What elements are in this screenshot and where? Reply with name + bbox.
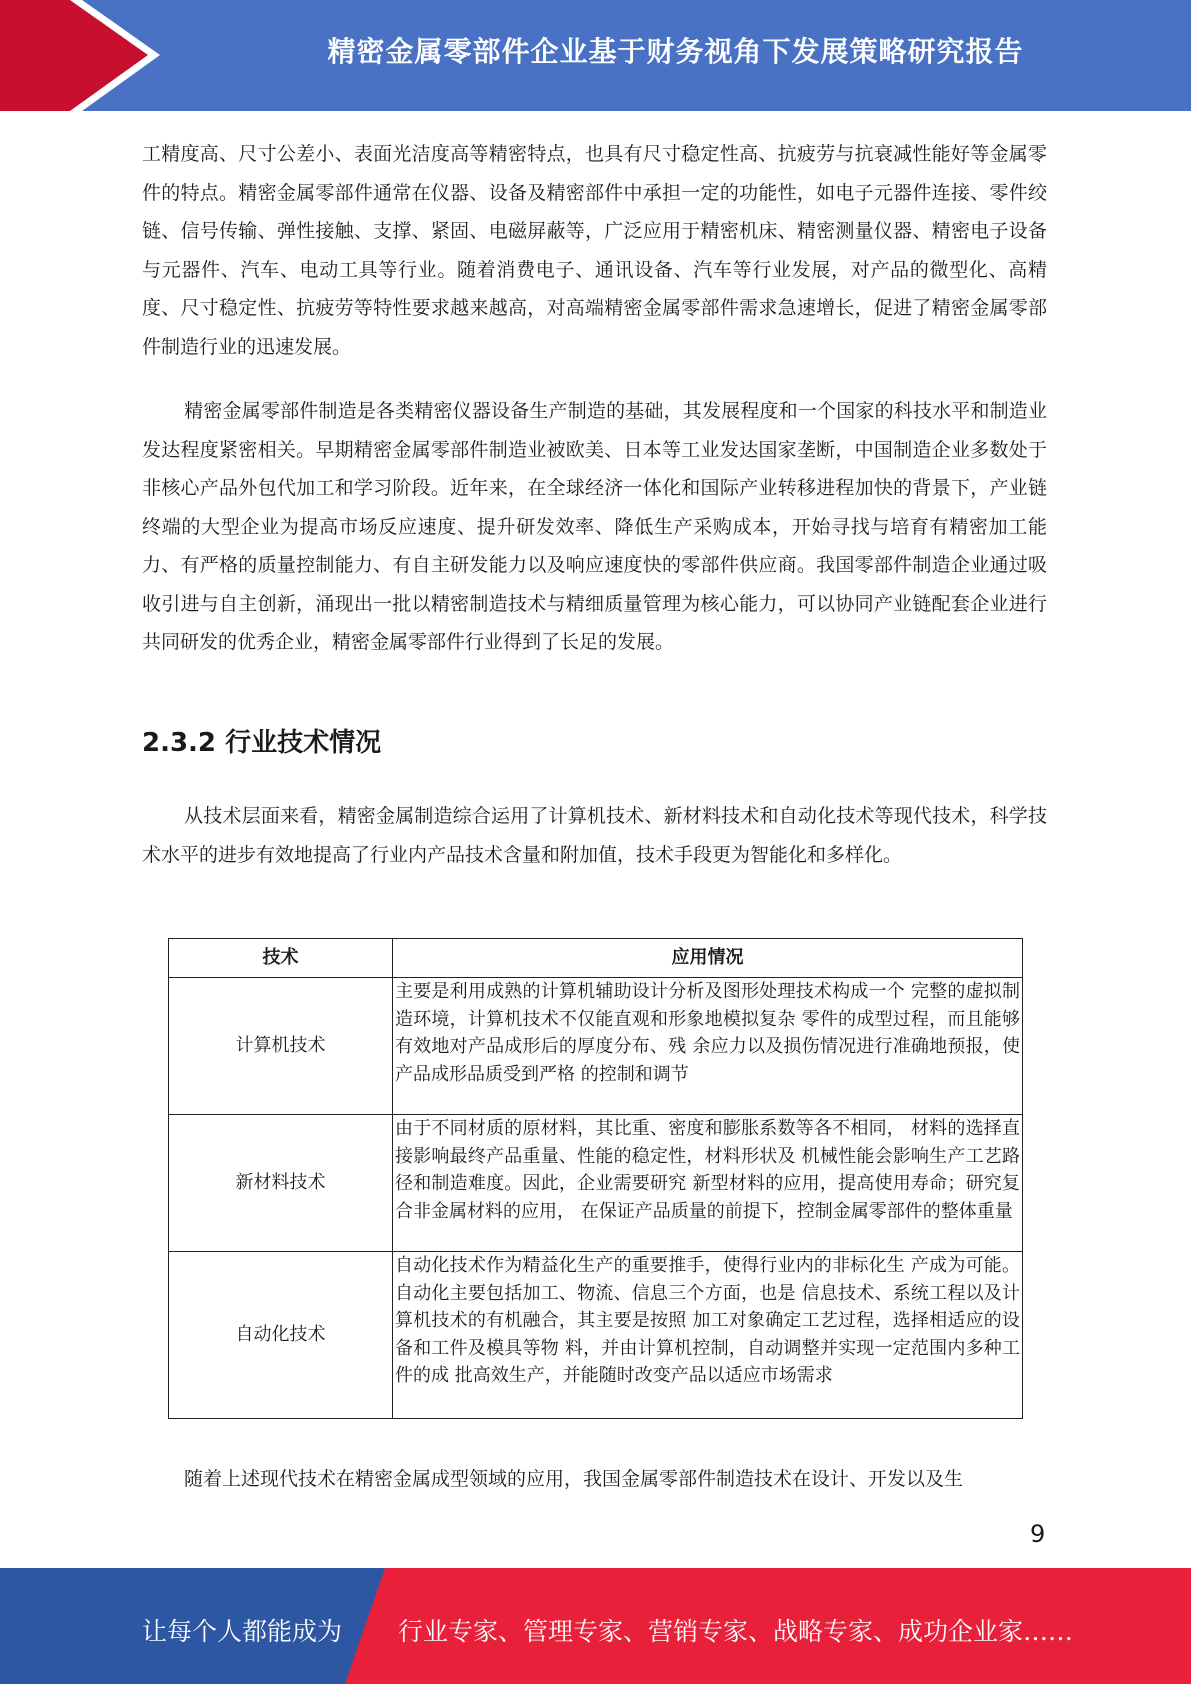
document-title: 精密金属零部件企业基于财务视角下发展策略研究报告	[327, 35, 1024, 68]
tech-desc-cell: 由于不同材质的原材料，其比重、密度和膨胀系数等各不相同， 材料的选择直接影响最终产品重量、性能的稳定性，材料形状及 机械性能会影响生产工艺路径和制造难度。因此，企业需要研究 新型材料的应用，提高使用寿命；研究复合非金属材料的应用， 在保证产品质量的前提下，控制金属零部件的整体重量	[393, 1115, 1023, 1252]
table-header-application: 应用情况	[393, 939, 1023, 978]
footer-slogan-right: 行业专家、管理专家、营销专家、战略专家、成功企业家……	[398, 1617, 1074, 1646]
page-number: 9	[1030, 1520, 1046, 1548]
tech-name-cell: 新材料技术	[169, 1115, 393, 1252]
table-row	[169, 1252, 1023, 1419]
tech-name-cell: 计算机技术	[169, 978, 393, 1115]
paragraph-3	[142, 797, 1047, 874]
tech-desc-cell: 主要是利用成熟的计算机辅助设计分析及图形处理技术构成一个 完整的虚拟制造环境，计算机技术不仅能直观和形象地模拟复杂 零件的成型过程，而且能够有效地对产品成形后的厚度分布、残 余应力以及损伤情况进行准确地预报，使产品成形品质受到严格 的控制和调节	[393, 978, 1023, 1115]
chevron-arrow-icon	[0, 0, 160, 111]
paragraph-2-text: 精密金属零部件制造是各类精密仪器设备生产制造的基础，其发展程度和一个国家的科技水平和制造业发达程度紧密相关。早期精密金属零部件制造业被欧美、日本等工业发达国家垄断，中国制造企业多数处于非核心产品外包代加工和学习阶段。近年来，在全球经济一体化和国际产业转移进程加快的背景下，产业链终端的大型企业为提高市场反应速度、提升研发效率、降低生产采购成本，开始寻找与培育有精密加工能力、有严格的质量控制能力、有自主研发能力以及响应速度快的零部件供应商。我国零部件制造企业通过吸收引进与自主创新，涌现出一批以精密制造技术与精细质量管理为核心能力，可以协同产业链配套企业进行共同研发的优秀企业，精密金属零部件行业得到了长足的发展。	[142, 400, 1047, 653]
paragraph-1-text: 工精度高、尺寸公差小、表面光洁度高等精密特点，也具有尺寸稳定性高、抗疲劳与抗衰减性能好等金属零件的特点。精密金属零部件通常在仪器、设备及精密部件中承担一定的功能性，如电子元器件连接、零件绞链、信号传输、弹性接触、支撑、紧固、电磁屏蔽等，广泛应用于精密机床、精密测量仪器、精密电子设备与元器件、汽车、电动工具等行业。随着消费电子、通讯设备、汽车等行业发展，对产品的微型化、高精度、尺寸稳定性、抗疲劳等特性要求越来越高，对高端精密金属零部件需求急速增长，促进了精密金属零部件制造行业的迅速发展。	[142, 143, 1047, 358]
table-header-tech: 技术	[169, 939, 393, 978]
table-row	[169, 1115, 1023, 1252]
header-banner	[0, 0, 1191, 111]
paragraph-2	[142, 392, 1047, 662]
paragraph-1	[142, 135, 1047, 366]
table-row	[169, 978, 1023, 1115]
section-heading: 2.3.2 行业技术情况	[142, 728, 382, 758]
footer-slogan-left: 让每个人都能成为	[142, 1617, 343, 1646]
tech-name-cell: 自动化技术	[169, 1252, 393, 1419]
tech-desc-cell: 自动化技术作为精益化生产的重要推手，使得行业内的非标化生 产成为可能。自动化主要包括加工、物流、信息三个方面，也是 信息技术、系统工程以及计算机技术的有机融合，其主要是按照 加工对象确定工艺过程，选择相适应的设备和工件及模具等物 料，并由计算机控制，自动调整并实现一定范围内多种工件的成 批高效生产，并能随时改变产品以适应市场需求	[393, 1252, 1023, 1419]
paragraph-4-text: 随着上述现代技术在精密金属成型领域的应用，我国金属零部件制造技术在设计、开发以及生	[184, 1468, 964, 1490]
footer-banner	[0, 1568, 1191, 1684]
paragraph-3-text: 从技术层面来看，精密金属制造综合运用了计算机技术、新材料技术和自动化技术等现代技术，科学技术水平的进步有效地提高了行业内产品技术含量和附加值，技术手段更为智能化和多样化。	[142, 805, 1047, 866]
table-header-row	[169, 939, 1023, 978]
technology-table	[168, 938, 1023, 1419]
paragraph-4	[142, 1460, 1047, 1499]
